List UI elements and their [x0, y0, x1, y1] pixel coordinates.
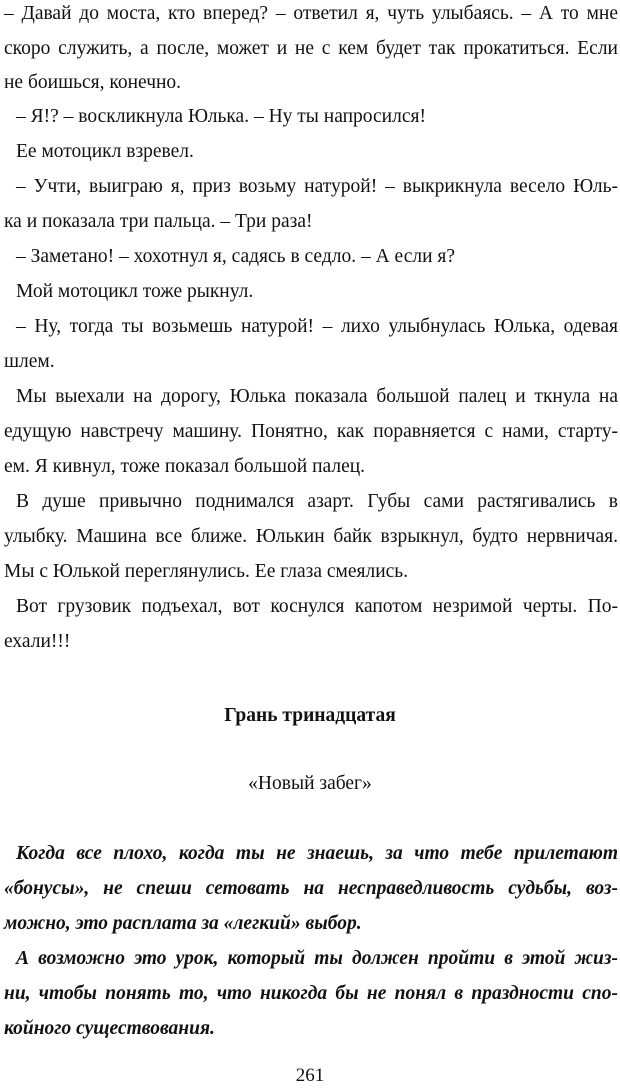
text-line: скоро служить, а после, может и не с кем будет так прокатиться. Если: [4, 38, 618, 59]
text-line: улыбку. Машина все ближе. Юлькин байк взрыкнул, будто нервничая.: [4, 526, 618, 547]
epigraph-line: А возможно это урок, который ты должен пройти в этой жиз-: [16, 948, 618, 969]
text-line: ехали!!!: [4, 631, 71, 652]
text-line: – Давай до моста, кто вперед? – ответил я, чуть улыбаясь. – А то мне: [4, 3, 618, 24]
text-line: Мы с Юлькой переглянулись. Ее глаза смеялись.: [4, 561, 409, 582]
text-line: – Заметано! – хохотнул я, садясь в седло. – А если я?: [16, 246, 456, 267]
chapter-title: Грань тринадцатая: [224, 705, 396, 726]
text-line: – Учти, выиграю я, приз возьму натурой! – выкрикнула весело Юль-: [16, 176, 618, 197]
text-line: шлем.: [4, 351, 55, 372]
text-line: – Я!? – воскликнула Юлька. – Ну ты напросился!: [16, 106, 426, 127]
text-line: Мой мотоцикл тоже рыкнул.: [16, 281, 254, 302]
text-line: В душе привычно поднимался азарт. Губы сами растягивались в: [16, 491, 618, 512]
text-line: ка и показала три пальца. – Три раза!: [4, 211, 313, 232]
epigraph-line: Когда все плохо, когда ты не знаешь, за что тебе прилетают: [16, 843, 618, 864]
text-line: Мы выехали на дорогу, Юлька показала большой палец и ткнула на: [16, 386, 618, 407]
text-line: – Ну, тогда ты возьмешь натурой! – лихо улыбнулась Юлька, одевая: [16, 316, 618, 337]
epigraph-line: можно, это расплата за «легкий» выбор.: [4, 913, 362, 934]
text-line: Ее мотоцикл взревел.: [16, 141, 194, 162]
epigraph-line: койного существования.: [4, 1018, 215, 1039]
page-number: 261: [295, 1065, 325, 1086]
epigraph-line: «бонусы», не спеши сетовать на несправедливость судьбы, воз-: [4, 878, 618, 899]
chapter-subtitle: «Новый забег»: [248, 773, 372, 794]
epigraph-line: ни, чтобы понять то, что никогда бы не понял в праздности спо-: [4, 983, 618, 1004]
text-line: ем. Я кивнул, тоже показал большой палец.: [4, 456, 366, 477]
text-line: Вот грузовик подъехал, вот коснулся капотом незримой черты. По-: [16, 596, 618, 617]
text-line: едущую навстречу машину. Понятно, как поравняется с нами, старту-: [4, 421, 618, 442]
text-line: не боишься, конечно.: [4, 72, 182, 93]
